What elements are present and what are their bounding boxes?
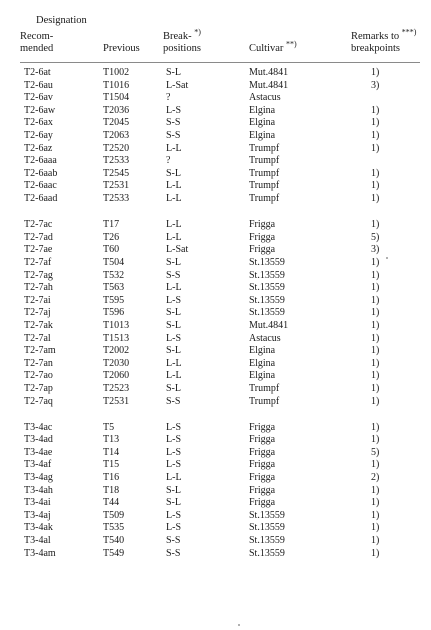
cell-cultivar: Elgina bbox=[249, 104, 276, 116]
cell-breakpositions: S-S bbox=[166, 535, 181, 546]
cell-previous: T1013 bbox=[103, 319, 130, 331]
cell-remark: 1) bbox=[371, 167, 380, 179]
cell-cultivar: Astacus bbox=[249, 92, 281, 104]
cell-previous: T18 bbox=[103, 484, 120, 496]
cell-recommended: T2-7al bbox=[24, 332, 51, 344]
header-breakpositions-line1 bbox=[163, 27, 201, 43]
cell-breakpositions: S-S bbox=[166, 117, 181, 129]
table-row bbox=[0, 383, 431, 396]
cell-previous: T44 bbox=[103, 497, 120, 509]
cell-recommended: T3-4af bbox=[24, 459, 52, 471]
cell-cultivar: Elgina bbox=[249, 357, 276, 369]
cell-previous: T2002 bbox=[103, 345, 130, 357]
cell-cultivar: St.13559 bbox=[249, 269, 285, 281]
cell-remark: 1) bbox=[371, 256, 380, 268]
cell-breakpositions: L-S bbox=[166, 434, 181, 446]
cell-breakpositions: S-L bbox=[166, 345, 181, 357]
table-row bbox=[0, 522, 431, 535]
cell-recommended: T3-4aj bbox=[24, 509, 51, 521]
cell-recommended: T2-7am bbox=[24, 345, 56, 357]
cell-cultivar: Frigga bbox=[249, 421, 276, 433]
cell-breakpositions: L-L bbox=[166, 357, 182, 369]
cell-remark: 1) bbox=[371, 484, 380, 496]
cell-cultivar: Trumpf bbox=[249, 167, 280, 179]
cell-remark: 1) bbox=[371, 117, 380, 129]
cell-remark: 3) bbox=[371, 79, 380, 91]
cell-previous: T595 bbox=[103, 294, 125, 306]
cell-recommended: T2-7ae bbox=[24, 244, 53, 256]
cell-cultivar: Trumpf bbox=[249, 395, 280, 407]
table-row bbox=[0, 143, 431, 156]
cell-previous: T509 bbox=[103, 509, 125, 521]
cell-remark: 1) bbox=[371, 307, 380, 319]
cell-cultivar: Frigga bbox=[249, 446, 276, 458]
cell-remark: 1) bbox=[371, 421, 380, 433]
cell-breakpositions: L-S bbox=[166, 104, 181, 116]
table-row bbox=[0, 257, 431, 270]
scan-speck bbox=[238, 624, 240, 626]
cell-cultivar: St.13559 bbox=[249, 307, 285, 319]
header-rule bbox=[20, 62, 420, 63]
cell-recommended: T3-4ak bbox=[24, 522, 53, 534]
scan-speck bbox=[386, 257, 388, 259]
cell-cultivar: Elgina bbox=[249, 130, 276, 141]
cell-recommended: T3-4ag bbox=[24, 472, 53, 483]
cell-cultivar: St.13559 bbox=[249, 294, 285, 306]
cell-recommended: T3-4ad bbox=[24, 434, 53, 446]
cell-recommended: T2-7ao bbox=[24, 370, 53, 382]
cell-previous: T1002 bbox=[103, 67, 130, 78]
header-recommended-line1: Recom- bbox=[20, 31, 54, 42]
cell-breakpositions: L-S bbox=[166, 421, 181, 433]
cell-remark: 1) bbox=[371, 67, 380, 78]
table-row bbox=[0, 320, 431, 333]
cell-breakpositions: ? bbox=[166, 92, 171, 104]
cell-recommended: T3-4al bbox=[24, 535, 51, 546]
cell-breakpositions: S-L bbox=[166, 256, 181, 268]
cell-cultivar: Frigga bbox=[249, 472, 276, 483]
cell-breakpositions: S-L bbox=[166, 382, 181, 394]
cell-cultivar: Trumpf bbox=[249, 382, 280, 394]
cell-remark: 1) bbox=[371, 547, 380, 559]
table-row bbox=[0, 447, 431, 460]
cell-previous: T1513 bbox=[103, 332, 130, 344]
cell-previous: T2045 bbox=[103, 117, 130, 129]
table-row bbox=[0, 497, 431, 510]
cell-previous: T1504 bbox=[103, 92, 130, 104]
cell-remark: 1) bbox=[371, 395, 380, 407]
cell-remark: 1) bbox=[371, 535, 380, 546]
cell-cultivar: Mut.4841 bbox=[249, 319, 289, 331]
cell-breakpositions: L-L bbox=[166, 370, 182, 382]
table-row bbox=[0, 485, 431, 498]
cell-previous: T2523 bbox=[103, 382, 130, 394]
table-row bbox=[0, 358, 431, 371]
table-row bbox=[0, 434, 431, 447]
header-remarks-footnote-mark: ***) bbox=[401, 27, 417, 37]
cell-cultivar: St.13559 bbox=[249, 282, 285, 294]
cell-remark: 1) bbox=[371, 357, 380, 369]
cell-previous: T2531 bbox=[103, 180, 130, 192]
cell-cultivar: St.13559 bbox=[249, 509, 285, 521]
cell-recommended: T2-7ag bbox=[24, 269, 53, 281]
table-row bbox=[0, 168, 431, 181]
table-row bbox=[0, 180, 431, 193]
cell-breakpositions: S-L bbox=[166, 497, 181, 509]
cell-previous: T563 bbox=[103, 282, 125, 294]
cell-recommended: T2-6aaa bbox=[24, 155, 57, 167]
cell-previous: T540 bbox=[103, 535, 125, 546]
cell-previous: T2533 bbox=[103, 155, 130, 167]
cell-recommended: T2-6ay bbox=[24, 130, 53, 141]
cell-previous: T13 bbox=[103, 434, 120, 446]
cell-breakpositions: L-L bbox=[166, 193, 182, 204]
header-cultivar bbox=[249, 39, 297, 55]
header-remarks-line2: breakpoints bbox=[351, 43, 400, 54]
table-row bbox=[0, 472, 431, 485]
cell-cultivar: Trumpf bbox=[249, 180, 280, 192]
cell-cultivar: Mut.4841 bbox=[249, 67, 289, 78]
table-row bbox=[0, 282, 431, 295]
table-row bbox=[0, 117, 431, 130]
cell-remark: 1) bbox=[371, 282, 380, 294]
cell-previous: T2060 bbox=[103, 370, 130, 382]
table-row bbox=[0, 270, 431, 283]
cell-recommended: T2-7ac bbox=[24, 219, 53, 231]
table-row bbox=[0, 193, 431, 206]
cell-breakpositions: S-L bbox=[166, 319, 181, 331]
cell-previous: T14 bbox=[103, 446, 120, 458]
cell-previous: T2030 bbox=[103, 357, 130, 369]
cell-recommended: T2-6av bbox=[24, 92, 53, 104]
table-row bbox=[0, 130, 431, 143]
cell-previous: T549 bbox=[103, 547, 125, 559]
cell-breakpositions: S-S bbox=[166, 547, 181, 559]
table-row bbox=[0, 80, 431, 93]
cell-recommended: T2-6aw bbox=[24, 104, 56, 116]
table-row bbox=[0, 244, 431, 257]
cell-cultivar: Elgina bbox=[249, 345, 276, 357]
cell-remark: 1) bbox=[371, 269, 380, 281]
table-row bbox=[0, 345, 431, 358]
cell-cultivar: Frigga bbox=[249, 219, 276, 231]
table-row bbox=[0, 105, 431, 118]
cell-recommended: T3-4ac bbox=[24, 421, 53, 433]
table-row bbox=[0, 92, 431, 105]
cell-remark: 1) bbox=[371, 332, 380, 344]
header-cultivar-footnote-mark: **) bbox=[286, 39, 297, 49]
cell-cultivar: Frigga bbox=[249, 434, 276, 446]
table-row bbox=[0, 155, 431, 168]
cell-cultivar: St.13559 bbox=[249, 256, 285, 268]
header-remarks-line1 bbox=[351, 27, 417, 43]
cell-previous: T26 bbox=[103, 231, 120, 243]
cell-breakpositions: ? bbox=[166, 155, 171, 167]
cell-remark: 1) bbox=[371, 509, 380, 521]
table-row bbox=[0, 295, 431, 308]
cell-cultivar: Frigga bbox=[249, 459, 276, 471]
cell-previous: T2531 bbox=[103, 395, 130, 407]
cell-cultivar: Frigga bbox=[249, 484, 276, 496]
cell-remark: 1) bbox=[371, 294, 380, 306]
cell-recommended: T2-7ak bbox=[24, 319, 53, 331]
cell-recommended: T2-6az bbox=[24, 142, 53, 154]
cell-previous: T60 bbox=[103, 244, 120, 256]
cell-remark: 3) bbox=[371, 244, 380, 256]
cell-previous: T2063 bbox=[103, 130, 130, 141]
table-row bbox=[0, 548, 431, 561]
header-breakpositions-text: Break- bbox=[163, 31, 192, 42]
cell-recommended: T2-6at bbox=[24, 67, 51, 78]
cell-cultivar: St.13559 bbox=[249, 547, 285, 559]
cell-previous: T1016 bbox=[103, 79, 130, 91]
cell-breakpositions: L-L bbox=[166, 219, 182, 231]
cell-recommended: T2-6aac bbox=[24, 180, 57, 192]
cell-recommended: T3-4ah bbox=[24, 484, 53, 496]
cell-cultivar: Elgina bbox=[249, 117, 276, 129]
cell-previous: T15 bbox=[103, 459, 120, 471]
header-remarks-text: Remarks to bbox=[351, 31, 400, 42]
cell-cultivar: Trumpf bbox=[249, 142, 280, 154]
cell-remark: 1) bbox=[371, 219, 380, 231]
cell-recommended: T2-7an bbox=[24, 357, 53, 369]
cell-previous: T17 bbox=[103, 219, 120, 231]
cell-previous: T596 bbox=[103, 307, 125, 319]
cell-breakpositions: L-S bbox=[166, 294, 181, 306]
cell-recommended: T2-7ai bbox=[24, 294, 51, 306]
table-row bbox=[0, 333, 431, 346]
table-row bbox=[0, 219, 431, 232]
cell-previous: T504 bbox=[103, 256, 125, 268]
cell-previous: T2520 bbox=[103, 142, 130, 154]
cell-breakpositions: L-Sat bbox=[166, 79, 189, 91]
cell-recommended: T2-7ad bbox=[24, 231, 53, 243]
cell-remark: 1) bbox=[371, 345, 380, 357]
table-row bbox=[0, 370, 431, 383]
cell-recommended: T2-6ax bbox=[24, 117, 53, 129]
cell-recommended: T2-7ah bbox=[24, 282, 53, 294]
table-row bbox=[0, 510, 431, 523]
cell-previous: T16 bbox=[103, 472, 120, 483]
table-row bbox=[0, 67, 431, 80]
cell-recommended: T3-4am bbox=[24, 547, 56, 559]
table-row bbox=[0, 535, 431, 548]
cell-remark: 1) bbox=[371, 104, 380, 116]
cell-remark: 1) bbox=[371, 382, 380, 394]
cell-remark: 1) bbox=[371, 193, 380, 204]
cell-breakpositions: L-S bbox=[166, 459, 181, 471]
cell-cultivar: St.13559 bbox=[249, 535, 285, 546]
cell-breakpositions: L-L bbox=[166, 231, 182, 243]
cell-recommended: T2-6aad bbox=[24, 193, 58, 204]
cell-cultivar: Mut.4841 bbox=[249, 79, 289, 91]
cell-cultivar: St.13559 bbox=[249, 522, 285, 534]
cell-breakpositions: L-Sat bbox=[166, 244, 189, 256]
cell-previous: T2036 bbox=[103, 104, 130, 116]
cell-breakpositions: L-S bbox=[166, 446, 181, 458]
cell-breakpositions: S-S bbox=[166, 395, 181, 407]
cell-remark: 1) bbox=[371, 319, 380, 331]
cell-cultivar: Frigga bbox=[249, 497, 276, 509]
cell-breakpositions: S-L bbox=[166, 167, 181, 179]
cell-recommended: T2-6au bbox=[24, 79, 53, 91]
header-recommended-line2: mended bbox=[20, 43, 54, 54]
cell-cultivar: Astacus bbox=[249, 332, 281, 344]
cell-breakpositions: S-S bbox=[166, 130, 181, 141]
cell-remark: 1) bbox=[371, 434, 380, 446]
cell-remark: 1) bbox=[371, 459, 380, 471]
header-breakpositions-footnote-mark: *) bbox=[194, 27, 201, 37]
cell-cultivar: Trumpf bbox=[249, 155, 280, 167]
header-cultivar-text: Cultivar bbox=[249, 43, 284, 54]
cell-recommended: T2-7aj bbox=[24, 307, 51, 319]
cell-cultivar: Frigga bbox=[249, 231, 276, 243]
table-row bbox=[0, 422, 431, 435]
cell-breakpositions: S-L bbox=[166, 307, 181, 319]
cell-previous: T5 bbox=[103, 421, 115, 433]
cell-remark: 5) bbox=[371, 446, 380, 458]
table-row bbox=[0, 232, 431, 245]
cell-recommended: T3-4ai bbox=[24, 497, 51, 509]
header-breakpositions-line2: positions bbox=[163, 43, 201, 54]
cell-recommended: T2-7ap bbox=[24, 382, 53, 394]
cell-cultivar: Trumpf bbox=[249, 193, 280, 204]
cell-breakpositions: L-S bbox=[166, 522, 181, 534]
table-row bbox=[0, 307, 431, 320]
cell-remark: 1) bbox=[371, 130, 380, 141]
header-previous: Previous bbox=[103, 43, 140, 54]
cell-recommended: T3-4ae bbox=[24, 446, 53, 458]
cell-breakpositions: S-L bbox=[166, 67, 181, 78]
cell-remark: 1) bbox=[371, 497, 380, 509]
table-row bbox=[0, 459, 431, 472]
cell-remark: 1) bbox=[371, 522, 380, 534]
cell-remark: 1) bbox=[371, 180, 380, 192]
cell-remark: 2) bbox=[371, 472, 380, 483]
cell-cultivar: Elgina bbox=[249, 370, 276, 382]
cell-breakpositions: L-S bbox=[166, 332, 181, 344]
cell-previous: T535 bbox=[103, 522, 125, 534]
cell-cultivar: Frigga bbox=[249, 244, 276, 256]
cell-breakpositions: L-L bbox=[166, 142, 182, 154]
cell-recommended: T2-7aq bbox=[24, 395, 53, 407]
cell-breakpositions: L-S bbox=[166, 509, 181, 521]
header-designation: Designation bbox=[36, 15, 87, 26]
cell-recommended: T2-7af bbox=[24, 256, 52, 268]
cell-previous: T532 bbox=[103, 269, 125, 281]
cell-previous: T2545 bbox=[103, 167, 130, 179]
cell-breakpositions: L-L bbox=[166, 472, 182, 483]
cell-breakpositions: S-L bbox=[166, 484, 181, 496]
cell-previous: T2533 bbox=[103, 193, 130, 204]
cell-breakpositions: S-S bbox=[166, 269, 181, 281]
table-row bbox=[0, 396, 431, 409]
cell-breakpositions: L-L bbox=[166, 282, 182, 294]
cell-recommended: T2-6aab bbox=[24, 167, 58, 179]
cell-remark: 5) bbox=[371, 231, 380, 243]
cell-remark: 1) bbox=[371, 370, 380, 382]
cell-remark: 1) bbox=[371, 142, 380, 154]
cell-breakpositions: L-L bbox=[166, 180, 182, 192]
